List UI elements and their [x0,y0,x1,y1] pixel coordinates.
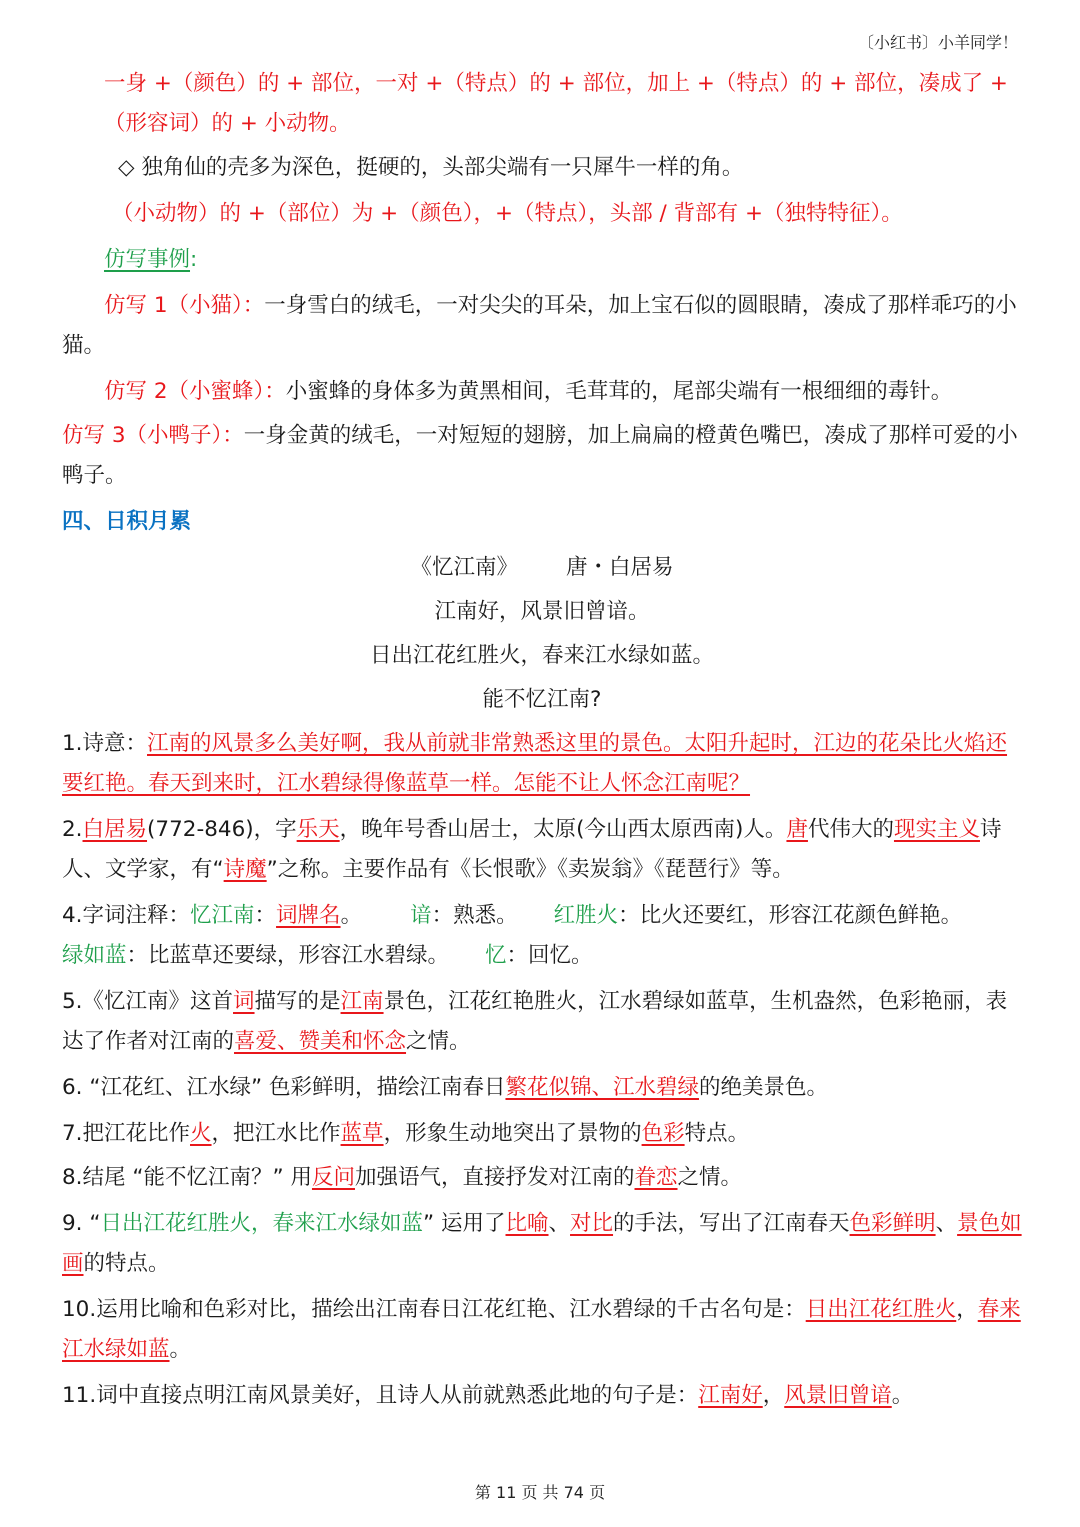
item-6-text-1: 6. “江花红、江水绿” 色彩鲜明，描绘江南春日 [62,1075,506,1100]
item-2-title: 诗魔 [223,857,267,882]
item-4-def-5: ：回忆。 [506,943,593,968]
item-2-school: 现实主义 [893,817,980,842]
page-header: 〔小红书〕小羊同学！ [857,33,1018,52]
item-11-answer-2: 风景旧曾谙 [784,1383,892,1408]
item-5-answer-1: 词 [233,989,255,1014]
imitation-heading [62,240,1022,280]
item-9-answer-1: 比喻 [505,1211,549,1236]
item-8-text-3: 之情。 [677,1165,743,1190]
item-8-answer-2: 眷恋 [634,1165,678,1190]
item-2-name: 白居易 [82,817,148,842]
item-9-text-2: ” 运用了 [423,1211,506,1236]
item-2-text-2: 代伟大的 [807,817,894,842]
item-5-text-3: 景色，江花红艳胜火，江水碧绿如蓝草，生机盎然，色彩艳丽，表达了作者对江南的 [62,989,1008,1054]
item-11-text-2: 。 [891,1383,914,1408]
poem-title: 《忆江南》 [410,555,518,580]
imitation-2-label: 仿写 2（小蜜蜂）： [104,379,286,404]
item-7-text-1: 7.把江花比作 [62,1121,191,1146]
item-6-text-2: 的绝美景色。 [698,1075,828,1100]
item-4-def-1: 词牌名 [276,903,341,928]
imitation-1-label: 仿写 1（小猫）： [104,293,265,318]
item-4 [62,896,1022,976]
item-5-text-1: 5.《忆江南》这首 [62,989,234,1014]
item-9-text-3: 的手法，写出了江南春天 [613,1211,850,1236]
imitation-3-text: 一身金黄的绒毛，一对短短的翅膀，加上扁扁的橙黄色嘴巴，凑成了那样可爱的小鸭子。 [62,423,1018,488]
item-4-word-1: 忆江南 [190,903,255,928]
item-9-text-4: 的特点。 [83,1251,170,1276]
item-4-word-2: 谙 [410,903,432,928]
poem-line-2: 日出江花红胜火，春来江水绿如蓝。 [369,643,714,668]
item-9-answer-4: 景色如画 [62,1211,1022,1276]
item-4-def-4: ：比蓝草还要绿，形容江水碧绿。 [126,943,450,968]
item-2 [62,810,1022,890]
item-1-prefix: 1.诗意： [62,731,148,756]
item-10-answer-1: 日出江花红胜火 [805,1297,957,1322]
item-9-answer-2: 对比 [570,1211,614,1236]
item-5-text-4: 之情。 [406,1029,471,1054]
item-10-text-2: 。 [169,1337,192,1362]
item-1-text: 江南的风景多么美好啊，我从前就非常熟悉这里的景色。太阳升起时，江边的花朵比火焰还要红艳。春天到来时，江水碧绿得像蓝草一样。怎能不让人怀念江南呢？ [62,731,1008,796]
imitation-2 [62,372,1022,412]
imitation-1-text: 一身雪白的绒毛，一对尖尖的耳朵，加上宝石似的圆眼睛，凑成了那样乖巧的小猫。 [62,293,1017,358]
imitation-title: 仿写事例 [104,247,191,272]
example-sentence: ◇ 独角仙的壳多为深色，挺硬的，头部尖端有一只犀牛一样的角。 [118,155,744,180]
formula-two: （小动物）的 +（部位）为 +（颜色），+（特点），头部 / 背部有 +（独特特征）。 [112,201,903,226]
item-10-text-1: 10.运用比喻和色彩对比，描绘出江南春日江花红艳、江水碧绿的千古名句是： [62,1297,806,1322]
item-8-text-1: 8.结尾 “能不忆江南？” 用 [62,1165,312,1190]
imitation-2-text: 小蜜蜂的身体多为黄黑相间，毛茸茸的，尾部尖端有一根细细的毒针。 [285,379,953,404]
item-9-answer-3: 色彩鲜明 [849,1211,936,1236]
item-6 [62,1068,1022,1108]
imitation-1 [62,286,1022,366]
item-2-text-4: ”之称。主要作品有《长恨歌》《卖炭翁》《琵琶行》等。 [266,857,794,882]
item-10-sep: ， [956,1297,978,1322]
item-4-word-3: 红胜火 [553,903,619,928]
item-8-answer-1: 反问 [311,1165,355,1190]
item-11-sep: ， [762,1383,785,1408]
imitation-3 [62,416,1022,496]
poem-line-3: 能不忆江南? [482,687,602,712]
item-4-word-5: 忆 [485,943,507,968]
poem-line-1: 江南好，风景旧曾谙。 [434,599,650,624]
item-2-zi: 乐天 [296,817,340,842]
item-5 [62,982,1022,1062]
item-9-sep-2: 、 [935,1211,958,1236]
item-11-answer-1: 江南好 [698,1383,763,1408]
item-7-text-4: 特点。 [684,1121,750,1146]
item-9-quote: 日出江花红胜火，春来江水绿如蓝 [100,1211,424,1236]
item-7-answer-3: 色彩 [641,1121,685,1146]
item-5-text-2: 描写的是 [254,989,341,1014]
item-2-number: 2. [62,817,83,842]
item-11-text-1: 11.词中直接点明江南风景美好，且诗人从前就熟悉此地的句子是： [62,1383,699,1408]
item-4-prefix: 4.字词注释： [62,903,191,928]
item-9 [62,1204,1022,1284]
item-2-years: (772-846)，字 [147,817,297,842]
item-4-colon: ： [254,903,277,928]
item-7-answer-2: 蓝草 [340,1121,384,1146]
section-title: 四、日积月累 [62,509,192,534]
poem-author: 唐・白居易 [566,555,674,580]
page-content [62,64,1022,1416]
item-7 [62,1114,1022,1154]
item-9-text-1: 9. “ [62,1211,101,1236]
item-7-text-2: ，把江水比作 [211,1121,341,1146]
item-2-text-1: ，晚年号香山居士，太原(今山西太原西南)人。 [339,817,787,842]
item-4-def-1-end: 。 [340,903,363,928]
item-7-answer-1: 火 [190,1121,212,1146]
item-2-dynasty: 唐 [786,817,808,842]
item-6-answer-1: 繁花似锦、江水碧绿 [505,1075,699,1100]
item-5-answer-2: 江南 [340,989,384,1014]
item-1 [62,724,1022,804]
item-2-text-3: 诗人、文学家，有“ [62,817,1002,882]
item-4-def-2: ：熟悉。 [431,903,518,928]
page-footer: 第 11 页 共 74 页 [474,1483,606,1502]
item-4-word-4: 绿如蓝 [62,943,127,968]
item-8-text-2: 加强语气，直接抒发对江南的 [354,1165,635,1190]
imitation-3-label: 仿写 3（小鸭子）： [62,423,244,448]
item-10-answer-2: 春来江水绿如蓝 [62,1297,1021,1362]
item-9-sep-1: 、 [548,1211,571,1236]
formula-one: 一身 +（颜色）的 + 部位，一对 +（特点）的 + 部位，加上 +（特点）的 + 部位，凑成了 +（形容词）的 + 小动物。 [104,71,1008,136]
item-7-text-3: ，形象生动地突出了景物的 [383,1121,642,1146]
item-11 [62,1376,1022,1416]
item-8 [62,1158,1022,1198]
item-4-def-3: ：比火还要红，形容江花颜色鲜艳。 [618,903,963,928]
imitation-colon: : [190,247,198,272]
poem-title-line [62,548,1022,588]
item-10 [62,1290,1022,1370]
item-5-answer-3: 喜爱、赞美和怀念 [234,1029,407,1054]
